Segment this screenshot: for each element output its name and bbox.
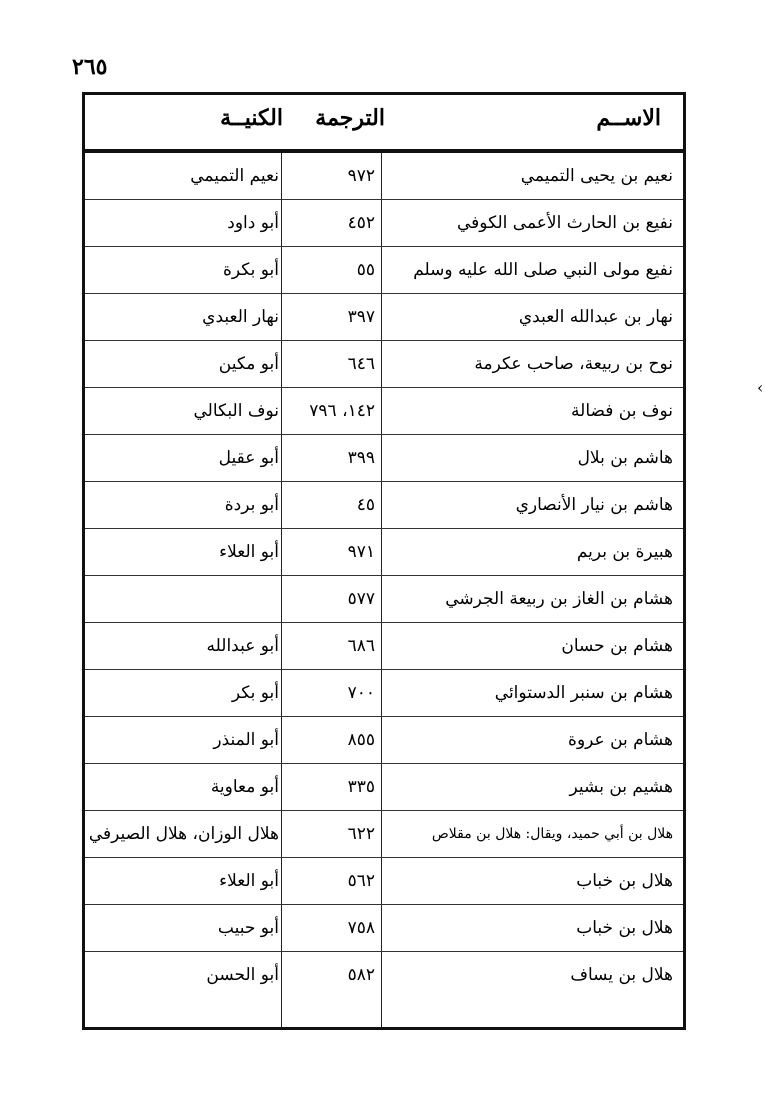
name-cell: هاشم بن بلال [577,448,673,468]
table-row [85,858,683,905]
tarjama-number-cell: ٥٥ [356,260,375,280]
tarjama-number-cell: ٥٧٧ [347,589,375,609]
tarjama-number-cell: ٣٩٧ [347,307,375,327]
page-number: ٢٦٥ [72,54,108,80]
kunya-cell: نوف البكالي [193,401,279,421]
tarjama-number-cell: ٦٨٦ [347,636,375,656]
tarjama-number-cell: ٣٣٥ [347,777,375,797]
tarjama-number-cell: ١٤٢، ٧٩٦ [309,401,375,421]
name-cell: نعيم بن يحيى التميمي [520,166,673,186]
table-row [85,576,683,623]
name-cell: نوح بن ربيعة، صاحب عكرمة [474,354,673,374]
tarjama-number-cell: ٣٩٩ [347,448,375,468]
kunya-cell: أبو العلاء [219,871,279,891]
kunya-cell: أبو عبدالله [206,636,279,656]
name-cell: هلال بن يساف [570,965,673,985]
table-row [85,200,683,247]
table-header [85,95,683,153]
kunya-cell: أبو بكر [231,683,279,703]
kunya-cell: هلال الوزان، هلال الصيرفي [88,824,279,844]
name-cell: هلال بن خباب [576,871,673,891]
tarjama-number-cell: ٨٥٥ [347,730,375,750]
table-row [85,952,683,999]
header-kunya: الكنيــة [220,105,283,131]
table-row [85,294,683,341]
name-cell: نوف بن فضالة [571,401,673,421]
table-row [85,905,683,952]
name-cell: هشام بن عروة [568,730,673,750]
kunya-cell: نعيم التميمي [190,166,279,186]
kunya-cell: أبو داود [227,213,279,233]
name-cell: هلال بن أبي حميد، ويقال: هلال بن مقلاص [431,826,673,842]
tarjama-number-cell: ٩٧٢ [347,166,375,186]
name-cell: هشام بن حسان [561,636,673,656]
kunya-cell: أبو بردة [224,495,279,515]
kunya-cell: أبو مكين [218,354,279,374]
tarjama-number-cell: ٤٥ [356,495,375,515]
tarjama-number-cell: ٩٧١ [347,542,375,562]
table-row [85,153,683,200]
kunya-cell: أبو حبيب [217,918,279,938]
name-cell: هاشم بن نيار الأنصاري [515,495,673,515]
table-frame [82,92,686,1030]
kunya-cell: أبو الحسن [206,965,279,985]
tarjama-number-cell: ٧٥٨ [347,918,375,938]
kunya-cell: أبو معاوية [210,777,279,797]
tarjama-number-cell: ٤٥٢ [347,213,375,233]
name-cell: نفيع مولى النبي صلى الله عليه وسلم [413,260,673,280]
table-row [85,247,683,294]
tarjama-number-cell: ٦٢٢ [347,824,375,844]
table-row [85,717,683,764]
table-row [85,811,683,858]
tarjama-number-cell: ٥٦٢ [347,871,375,891]
name-cell: نهار بن عبدالله العبدي [518,307,673,327]
name-cell: هشام بن سنبر الدستوائي [494,683,673,703]
table-row [85,341,683,388]
margin-mark: ‹ [757,378,764,397]
kunya-cell: نهار العبدي [202,307,279,327]
table-row [85,435,683,482]
table-row [85,388,683,435]
name-cell: نفيع بن الحارث الأعمى الكوفي [457,213,673,233]
kunya-cell [79,576,279,622]
kunya-cell: أبو المنذر [213,730,279,750]
table-row [85,764,683,811]
kunya-cell: أبو بكرة [222,260,279,280]
header-name: الاســم [596,105,661,131]
name-cell: هشيم بن بشير [569,777,673,797]
name-cell: هبيرة بن بريم [576,542,673,562]
table-row [85,482,683,529]
kunya-cell: أبو العلاء [219,542,279,562]
table-body [85,153,683,999]
tarjama-number-cell: ٦٤٦ [347,354,375,374]
header-tarjama: الترجمة [315,105,385,131]
name-cell: هلال بن خباب [576,918,673,938]
tarjama-number-cell: ٥٨٢ [347,965,375,985]
kunya-cell: أبو عقيل [218,448,279,468]
table-row [85,623,683,670]
tarjama-number-cell: ٧٠٠ [347,683,375,703]
table-row [85,529,683,576]
table-row [85,670,683,717]
name-cell: هشام بن الغاز بن ربيعة الجرشي [445,589,673,609]
